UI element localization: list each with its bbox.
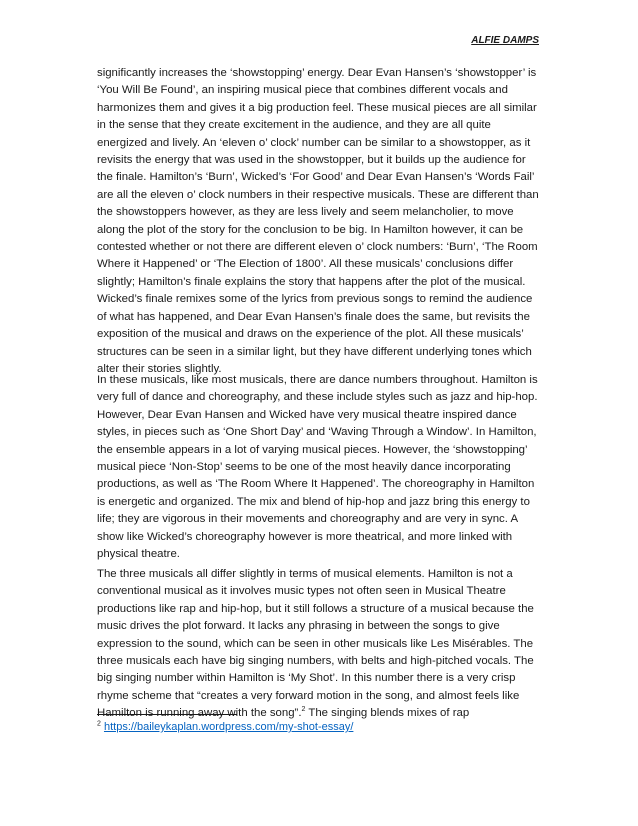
paragraph-musical-elements-text: The three musicals all differ slightly in terms of musical elements. Hamilton is not a conventional musical as it involves music types not often seen in Musical Theatre productions like rap and hip-hop, but it still follows a structure of a musical because the music drives the plot forward. It lacks any phrasing in between the songs to give expression to the sound, which can be seen in other musicals like Les Misérables. The three musicals each have big singing numbers, with belts and high-pitched vocals. The big singing number within Hamilton is ‘My Shot’. In this number there is a very crisp rhyme scheme that “creates a very forward motion in the song, and almost feels like Hamilton is running away with the song”.	[97, 568, 534, 720]
footnote-reference: 2	[301, 706, 306, 714]
footnote-separator	[97, 714, 237, 715]
paragraph-showstoppers: significantly increases the ‘showstopping’ energy. Dear Evan Hansen’s ‘showstopper’ is ‘You Will Be Found’, an inspiring musical piece that combines different vocals and harmonizes them and gives it a big production feel. These musical pieces are all similar in the sense that they create excitement in the audience, and they are all quite energized and lively. An ‘eleven o’ clock’ number can be similar to a showstopper, as it revisits the energy that was used in the showstopper, but it builds up the audience for the finale. Hamilton’s ‘Burn’, Wicked’s ‘For Good’ and Dear Evan Hansen’s ‘Words Fail’ are all the eleven o’ clock numbers in their respective musicals. These are different than the showstoppers however, as they are less lively and seem melancholier, to move along the plot of the story for the conclusion to be big. In Hamilton however, it can be contested whether or not there are different eleven o’ clock numbers: ‘Burn’, ‘The Room Where it Happened’ or ‘The Election of 1800’. All these musicals’ conclusions differ slightly; Hamilton’s finale explains the story that happens after the plot of the musical. Wicked’s finale remixes some of the lyrics from previous songs to remind the audience of what has happened, and Dear Evan Hansen’s finale does the same, but revisits the exposition of the musical and draws on the experience of the plot. All these musicals’ structures can be seen in a similar light, but they have different underlying tones which alter their stories slightly.	[97, 67, 539, 375]
paragraph-musical-elements	[97, 566, 544, 723]
footnote-number: 2	[97, 720, 101, 728]
footnote-link[interactable]: https://baileykaplan.wordpress.com/my-shot-essay/	[103, 721, 354, 733]
footnote	[97, 720, 353, 734]
paragraph-musical-elements-tail: The singing blends mixes of rap	[305, 707, 470, 720]
paragraph-dance: In these musicals, like most musicals, there are dance numbers throughout. Hamilton is very full of dance and choreography, and these include styles such as jazz and hip-hop. However, Dear Evan Hansen and Wicked have very musical theatre inspired dance styles, in pieces such as ‘One Short Day’ and ‘Waving Through a Window’. In Hamilton, the ensemble appears in a lot of varying musical pieces. However, the ‘showstopping’ musical piece ‘Non-Stop’ seems to be one of the most heavily dance incorporating productions, as well as ‘The Room Where It Happened’. The choreography in Hamilton is energetic and organized. The mix and blend of hip-hop and jazz bring this energy to life; they are vigorous in their movements and choreography and are very in sync. A show like Wicked’s choreography however is more theatrical, and more linked with physical theatre.	[97, 374, 538, 561]
author-header: ALFIE DAMPS	[471, 35, 539, 46]
